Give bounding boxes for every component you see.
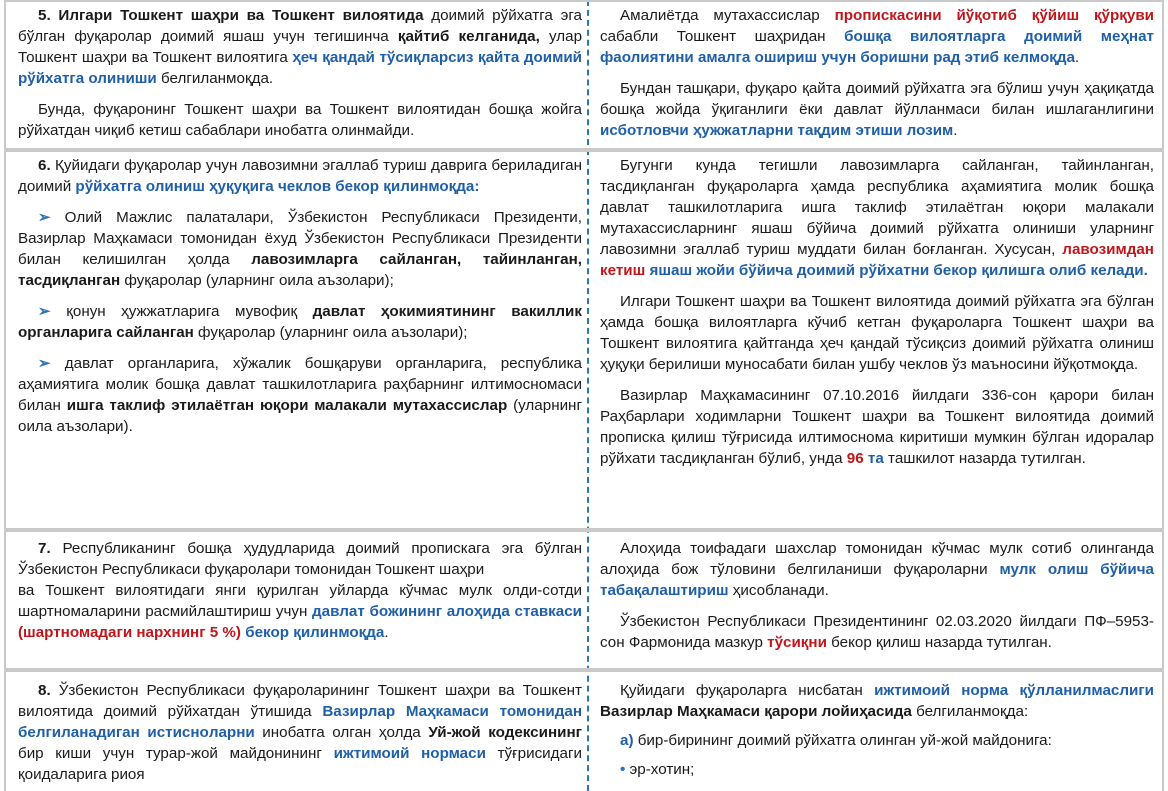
text: Амалиётда мутахассислар	[620, 7, 835, 24]
list-marker: а)	[620, 732, 634, 749]
highlight-text: та	[867, 450, 884, 467]
text: Бундан ташқари, фуқаро қайта доимий рўйхатга эга бўлиш учун ҳақиқатда бошқа жойда ўқиганлиги ёки давлат йўлланмаси билан ишлаганлигини	[600, 80, 1154, 118]
text: ташкилот назарда тутилган.	[883, 450, 1086, 467]
text: (уларнинг оила аъзолари).	[18, 397, 582, 435]
text: қонун ҳужжатларига мувофиқ	[50, 303, 313, 320]
item-number: 8.	[38, 682, 51, 699]
text: .	[1074, 49, 1080, 66]
bold-text: давлат ҳокимиятининг вакиллик органларига сайланган	[18, 303, 582, 341]
count-value: 96	[846, 450, 864, 467]
text: бекор қилиш назарда тутилган.	[826, 634, 1052, 651]
highlight-text: рўйхатга олиниш ҳуқуқига чеклов бекор қилинмоқда:	[75, 178, 480, 195]
warning-text: лавозимдан кетиш	[600, 241, 1154, 279]
bold-text: Вазирлар Маҳкамаси қарори лойиҳасида	[600, 703, 912, 720]
highlight-text: ҳеч қандай тўсиқларсиз қайта доимий рўйхатга олиниши	[18, 49, 582, 87]
row7-left-paragraph-1	[18, 538, 582, 580]
text: бир киши учун турар-жой майдонининг	[18, 745, 334, 762]
item-number: 7.	[38, 540, 51, 557]
table-row-8	[4, 670, 1164, 791]
warning-text: (шартномадаги нархнинг 5 %)	[18, 624, 241, 641]
text: эр-хотин;	[625, 761, 695, 778]
row8-left-paragraph-1	[18, 680, 582, 785]
row6-right-paragraph-2: Илгари Тошкент шаҳри ва Тошкент вилоятида доимий рўйхатга эга бўлган ҳамда бошқа вилоятларга кўчиб кетган фуқароларга Тошкент шаҳри ва Тошкент вилоятига қайтганда ҳеч қандай тўсиқсиз доимий рўйхатга олиниш ҳуқуқи берилиши муносабати билан ушбу чеклов ўз маъносини йўқотмоқда.	[600, 293, 1154, 373]
text: сабабли Тошкент шаҳридан	[600, 28, 845, 45]
row5-left-paragraph-1	[18, 5, 582, 89]
row6-right-paragraph-3	[600, 385, 1154, 469]
bold-text: Уй-жой кодексининг	[428, 724, 582, 741]
text: белгиланмоқда.	[156, 70, 274, 87]
text: фуқаролар (уларнинг оила аъзолари);	[193, 324, 468, 341]
text: Вазирлар Маҳкамасининг 07.10.2016 йилдаги 336-сон қарори билан Раҳбарлари ходимларни Тошкент шаҳри ва Тошкент вилоятида доимий прописка қилиш тўғрисида илтимоснома киритиши мумкин бўлган идоралар рўйхати тасдиқланган бўлиб, унда	[600, 387, 1154, 467]
highlight-text: ижтимоий норма қўлланилмаслиги	[874, 682, 1154, 699]
text: .	[953, 122, 958, 139]
highlight-text: яшаш жойи бўйича доимий рўйхатни бекор қилишга олиб келади.	[649, 262, 1148, 279]
row5-left-paragraph-2: Бунда, фуқаронинг Тошкент шаҳри ва Тошкент вилоятидан бошқа жойга рўйхатдан чиқиб кетиш сабаблари инобатга олинмайди.	[18, 101, 582, 139]
text: Қуйидаги фуқароларга нисбатан	[620, 682, 875, 699]
row7-right-paragraph-1	[600, 538, 1154, 601]
row7-right-paragraph-2	[600, 611, 1154, 653]
row6-right-cell	[590, 152, 1162, 528]
bold-text: ишга таклиф этилаётган юқори малакали мутахассислар	[66, 397, 508, 414]
table-row-6	[4, 150, 1164, 530]
row7-left-cell	[6, 532, 590, 668]
text: Ўзбекистон Республикаси Президентининг 02.03.2020 йилдаги ПФ–5953-сон Фармонида мазкур	[600, 613, 1154, 651]
highlight-text: исботловчи ҳужжатларни тақдим этиши лозим	[600, 122, 954, 139]
text: белгиланмоқда:	[911, 703, 1029, 720]
table-row-5	[4, 0, 1164, 150]
row7-left-paragraph-2	[18, 580, 582, 643]
arrow-bullet-icon: ➢	[38, 303, 51, 320]
text: ҳисобланади.	[728, 582, 829, 599]
arrow-bullet-icon: ➢	[38, 355, 51, 372]
text: Қуйидаги фуқаролар учун лавозимни эгаллаб туриш даврига бериладиган доимий	[18, 157, 582, 195]
list-item	[18, 301, 582, 343]
text: тўғрисидаги қоидаларига риоя	[18, 745, 582, 783]
text: Ўзбекистон Республикаси фуқароларининг Тошкент шаҳри ва Тошкент вилоятида доимий рўйхатдан ўтишида	[18, 682, 582, 720]
row6-left-paragraph-1	[18, 155, 582, 197]
arrow-bullet-icon: ➢	[38, 209, 51, 226]
bullet-dot-icon: •	[620, 761, 626, 778]
bold-text: Илгари Тошкент шаҳри ва Тошкент вилоятида	[58, 7, 424, 24]
row5-right-paragraph-1	[600, 5, 1154, 68]
text: Бугунги кунда тегишли лавозимларга сайланган, тайинланган, тасдиқланган фуқароларга ҳамда республика аҳамиятига молик бошқа давлат ташкилотларига ишга таклиф этилаётган юқори малакали мутахассисларнинг яшаш бўйича доимий рўйхатга олиниши уларнинг лавозимни эгаллаб туриш муддати билан боғланган. Хусусан,	[600, 157, 1154, 258]
row8-right-cell	[590, 672, 1162, 791]
warning-text: пропискасини йўқотиб қўйиш қўрқуви	[834, 7, 1155, 24]
table-row-7	[4, 530, 1164, 670]
text: Алоҳида тоифадаги шахслар томонидан кўчмас мулк сотиб олинганда алоҳида бож тўловини белгиланиши фуқароларни	[600, 540, 1154, 578]
row8-right-paragraph-2	[600, 730, 1154, 751]
text: давлат органларига, хўжалик бошқаруви органларига, республика аҳамиятига молик бошқа давлат ташкилотларига раҳбарнинг илтимосномаси билан	[18, 355, 582, 414]
bold-text: лавозимларга сайланган, тайинланган, тасдиқланган	[18, 251, 582, 289]
row5-right-paragraph-2	[600, 78, 1154, 141]
row7-right-cell	[590, 532, 1162, 668]
text: ва Тошкент вилоятидаги янги қурилган уйларда кўчмас мулк олди-сотди шартномаларини расмийлаштириш учун	[18, 582, 582, 620]
item-number: 5.	[38, 7, 51, 24]
row8-right-paragraph-1	[600, 680, 1154, 722]
row5-right-cell	[590, 2, 1162, 148]
list-item	[18, 353, 582, 437]
row8-right-paragraph-3	[600, 759, 1154, 780]
highlight-text: Вазирлар Маҳкамаси томонидан белгиланадиган истиснoларни	[18, 703, 582, 741]
row6-right-paragraph-1	[600, 155, 1154, 281]
list-item	[18, 207, 582, 291]
highlight-text: бекор қилинмоқда	[245, 624, 385, 641]
highlight-text: ижтимоий нормаси	[333, 745, 486, 762]
text: фуқаролар (уларнинг оила аъзолари);	[120, 272, 394, 289]
text: улар Тошкент шаҳри ва Тошкент вилоятига	[18, 28, 583, 66]
row5-left-cell	[6, 2, 590, 148]
text: .	[384, 624, 389, 641]
row8-left-cell	[6, 672, 590, 791]
row6-left-cell	[6, 152, 590, 528]
text: Олий Мажлис палаталари, Ўзбекистон Республикаси Президенти, Вазирлар Маҳкамаси томонидан ёхуд Ўзбекистон Республикаси Президенти билан келишилган ҳолда	[18, 209, 582, 268]
bold-text: қайтиб келганида,	[397, 28, 540, 45]
highlight-text: давлат божининг алоҳида ставкаси	[312, 603, 582, 620]
warning-text: тўсиқни	[767, 634, 827, 651]
item-number: 6.	[38, 157, 51, 174]
text: инобатга олган ҳолда	[254, 724, 429, 741]
text: бир-бирининг доимий рўйхатга олинган уй-жой майдонига:	[633, 732, 1052, 749]
highlight-text: мулк олиш бўйича табақалаштириш	[600, 561, 1154, 599]
highlight-text: бошқа вилоятларга доимий меҳнат фаолиятини амалга ошириш учун боришни рад этиб келмоқда	[600, 28, 1154, 66]
text: Республиканинг бошқа ҳудудларида доимий пропискага эга бўлган Ўзбекистон Республикаси фуқаролари томонидан Тошкент шаҳри	[18, 540, 582, 578]
text: доимий рўйхатга эга бўлган фуқаролар доимий яшаш учун тегишинча	[18, 7, 582, 45]
